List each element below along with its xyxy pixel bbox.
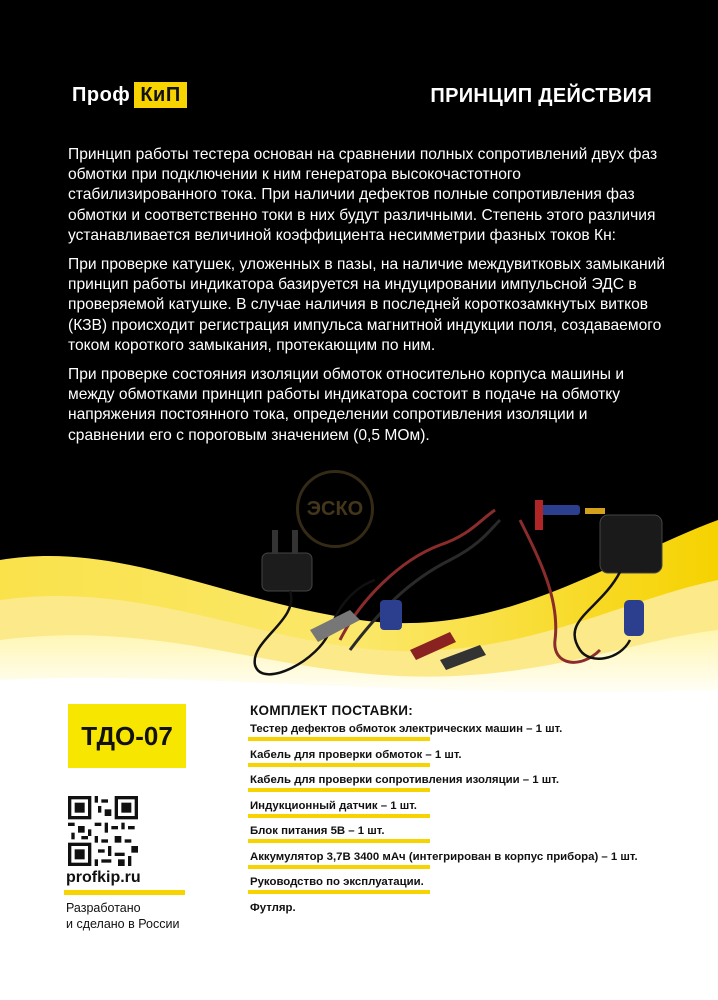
made-in-russia [66, 900, 216, 932]
website-underline [64, 890, 185, 895]
kit-list [250, 722, 670, 926]
list-item [250, 722, 670, 748]
kit-item-label: Тестер дефектов обмоток электрических машин – 1 шт. [250, 723, 563, 735]
made-in-line-1: Разработано [66, 901, 141, 915]
watermark-logo: ЭСКО [296, 470, 374, 548]
list-item [250, 875, 670, 901]
brand-logo-part1: Проф [72, 84, 131, 106]
list-item [250, 901, 670, 927]
model-badge: ТДО-07 [68, 704, 186, 768]
kit-item-label: Кабель для проверки сопротивления изоляции – 1 шт. [250, 774, 559, 786]
made-in-line-2: и сделано в России [66, 917, 180, 931]
kit-item-label: Кабель для проверки обмоток – 1 шт. [250, 748, 462, 761]
brand-logo-part2: КиП [134, 82, 186, 108]
paragraph-3: При проверке состояния изоляции обмоток относительно корпуса машины и между обмотками принцип работы индикатора состоит в подаче на обмотку напряжения постоянного тока, определении сопротивления изоляции и сравнении его с пороговым значением (0,5 МОм). [68, 366, 625, 444]
kit-item-label: Футляр. [250, 901, 296, 914]
list-item [250, 850, 670, 876]
list-item [250, 748, 670, 774]
page-title: ПРИНЦИП ДЕЙСТВИЯ [430, 85, 652, 107]
list-item [250, 824, 670, 850]
kit-item-label: Руководство по эксплуатации. [250, 876, 424, 888]
kit-item-label: Блок питания 5В – 1 шт. [250, 825, 385, 837]
list-item [250, 799, 670, 825]
list-item [250, 773, 670, 799]
description [68, 145, 668, 455]
kit-item-label: Индукционный датчик – 1 шт. [250, 799, 417, 812]
website-link[interactable]: profkip.ru [66, 869, 141, 886]
paragraph-2: При проверке катушек, уложенных в пазы, на наличие междувитковых замыканий принцип работы индикатора базируется на индуцировании импульсной ЭДС в проверяемой катушке. В случае наличия в последней короткозамкнутых витков (КЗВ) происходит регистрация импульса магнитной индукции поля, создаваемого током короткого замыкания, протекающим по ним. [68, 256, 666, 354]
qr-code-icon[interactable] [68, 796, 138, 866]
kit-title: КОМПЛЕКТ ПОСТАВКИ: [250, 703, 414, 718]
brand-logo [70, 82, 187, 108]
paragraph-1: Принцип работы тестера основан на сравнении полных сопротивлений двух фаз обмотки при подключении к ним генератора высокочастотного стабилизированного тока. При наличии дефектов полные сопротивления фаз обмотки и соответственно токи в них будут различными. Степень этого различия устанавливается величиной коэффициента несимметрии фазных токов Кн: [68, 146, 658, 244]
kit-item-label: Аккумулятор 3,7В 3400 мАч (интегрирован в корпус прибора) – 1 шт. [250, 850, 638, 863]
